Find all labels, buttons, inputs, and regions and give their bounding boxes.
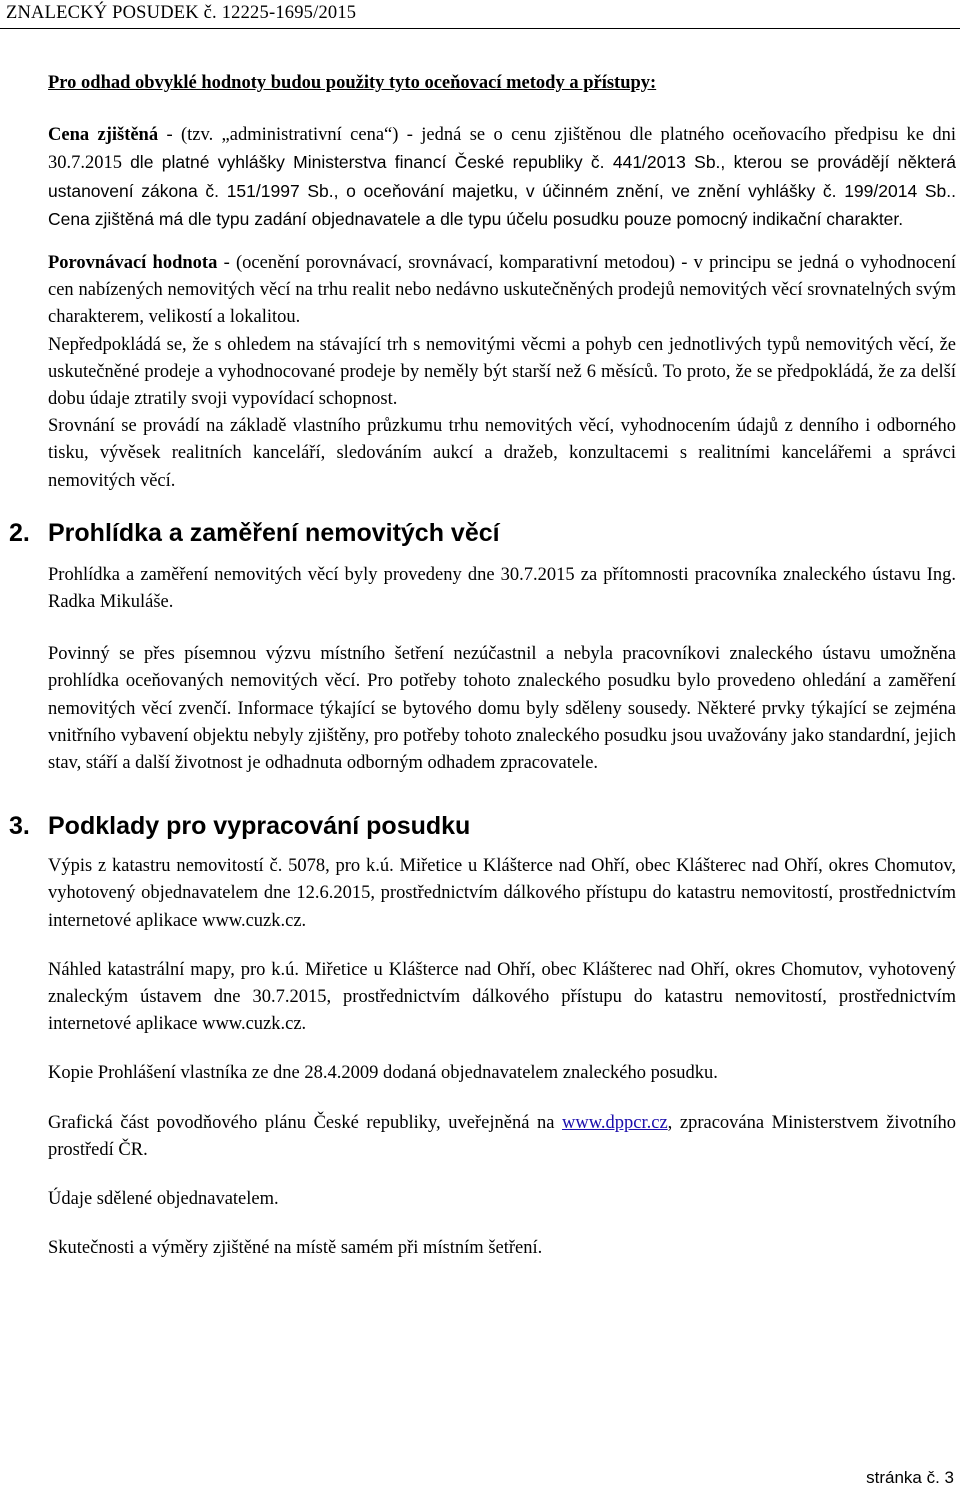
header-divider [0,28,960,29]
source-client-data: Údaje sdělené objednavatelem. [48,1189,279,1210]
inspection-details-paragraph: Povinný se přes písemnou výzvu místního šetření nezúčastnil a nebyla pracovníkovi znaleckého ústavu umožněna prohlídka oceňovaných nemovitých věcí. Pro potřeby tohoto znaleckého posudku bylo provedeno ohledání a zaměření nemovitých věcí zvenčí. Informace týkající se bytového domu byly sděleny sousedy. Některé prvky týkající se zejména vnitřního vybavení objektu nebyly zjištěny, pro potřeby tohoto znaleckého posudku jsou uvažovány jako standardní, jejich stav, stáří a další životnost je odhadnuta odborným odhadem zpracovatele. [48,644,956,774]
page-header [0,0,960,30]
cena-zjistena-text-2: dle platné vyhlášky Ministerstva financí České republiky č. 441/2013 Sb., kterou se provádějí některá ustanovení zákona č. 151/1997 Sb., o oceňování majetku, v účinném znění, ve znění vyhlášky č. 199/2014 Sb.. Cena zjištěná má dle typu zadání objednavatele a dle typu účelu posudku pouze pomocný indikační charakter. [48,152,957,229]
porovnavaci-text: - (ocenění porovnávací, srovnávací, komparativní metodou) - v principu se jedná o vyhodnocení cen nabízených nemovitých věcí na trhu realit nebo nedávno uskutečněných prodejů nemovitých věcí srovnatelných svým charakterem, velikostí a lokalitou. [48,253,956,328]
porovnavaci-paragraph [48,250,956,332]
dppcr-link[interactable]: www.dppcr.cz [562,1112,668,1133]
source-cadastre-extract: Výpis z katastru nemovitostí č. 5078, pro k.ú. Miřetice u Klášterce nad Ohří, obec Klášterec nad Ohří, okres Chomutov, vyhotovený objednavatelem dne 12.6.2015, prostřednictvím dálkového přístupu do katastru nemovitostí, prostřednictvím internetové aplikace www.cuzk.cz. [48,856,956,931]
section-3-heading [9,812,956,841]
section-3-number: 3. [9,812,30,841]
document-title: ZNALECKÝ POSUDEK č. 12225-1695/2015 [6,3,357,23]
page-number: stránka č. 3 [866,1468,954,1487]
cena-zjistena-label: Cena zjištěná [48,125,159,146]
inspection-paragraph: Prohlídka a zaměření nemovitých věcí byly provedeny dne 30.7.2015 za přítomnosti pracovníka znaleckého ústavu Ing. Radka Mikuláše. [48,564,956,613]
porovnavaci-paragraph-2: Nepředpokládá se, že s ohledem na stávající trh s nemovitými věcmi a pohyb cen jednotlivých typů nemovitých věcí, že uskutečněné prodeje a vyhodnocované prodeje by neměly být starší než 6 měsíců. To proto, že se předpokládá, že za delší dobu údaje ztratily svoji vypovídací schopnost. [48,334,956,410]
flood-plan-text-before: Grafická část povodňového plánu České republiky, uveřejněná na [48,1112,563,1133]
methods-heading: Pro odhad obvyklé hodnoty budou použity tyto oceňovací metody a přístupy: [48,73,657,93]
porovnavaci-paragraph-3: Srovnání se provádí na základě vlastního průzkumu trhu nemovitých věcí, vyhodnocením údajů z denního i odborného tisku, vývěsek realitních kanceláří, sledováním aukcí a dražeb, konzultacemi s realitními kancelářemi a správci nemovitých věcí. [48,416,956,491]
page-content [9,70,957,1263]
section-2-title: Prohlídka a zaměření nemovitých věcí [48,518,500,547]
section-2-heading [9,519,956,548]
section-2-number: 2. [9,518,30,547]
cena-zjistena-text-1: - (tzv. „administrativní cena“) - jedná se o cenu zjištěnou dle platného oceňovacího předpisu ke dni 30.7.2015 [48,125,956,174]
source-onsite-facts: Skutečnosti a výměry zjištěné na místě samém při místním šetření. [48,1238,543,1259]
section-3-title: Podklady pro vypracování posudku [48,812,471,841]
cena-zjistena-paragraph [48,122,956,234]
source-cadastre-map: Náhled katastrální mapy, pro k.ú. Miřetice u Klášterce nad Ohří, obec Klášterec nad Ohří, okres Chomutov, vyhotovený znaleckým ústavem dne 30.7.2015, prostřednictvím dálkového přístupu do katastru nemovitostí, prostřednictvím internetové aplikace www.cuzk.cz. [48,959,956,1035]
source-flood-plan [48,1110,956,1164]
source-owner-declaration: Kopie Prohlášení vlastníka ze dne 28.4.2009 dodaná objednavatelem znaleckého posudku. [48,1063,718,1084]
flood-plan-text-after: , zpracována Ministerstvem životního prostředí ČR. [48,1112,956,1160]
porovnavaci-label: Porovnávací hodnota [48,253,218,274]
